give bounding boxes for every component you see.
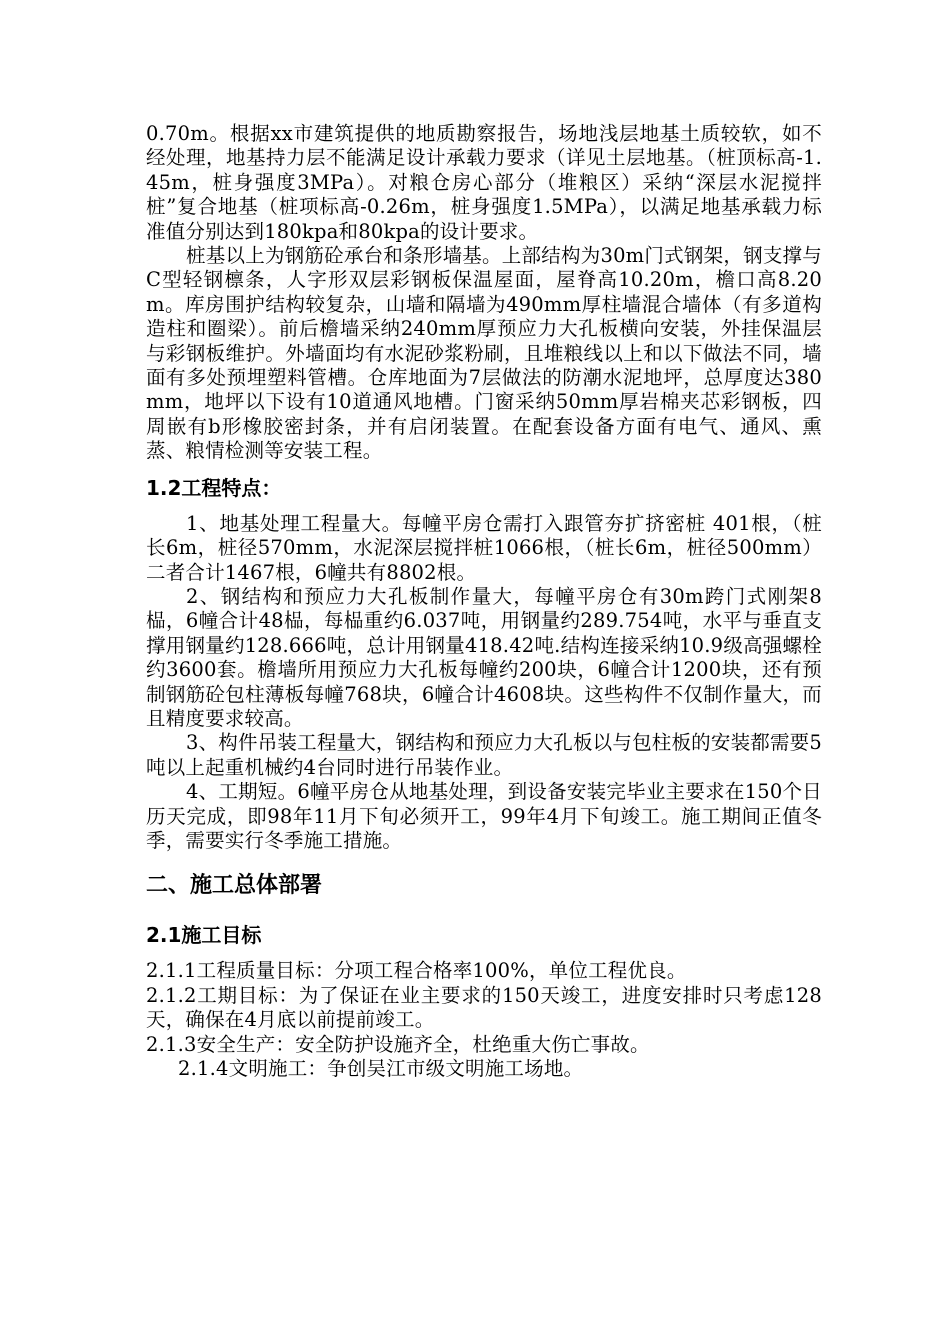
feature-paragraph-2: 2、钢结构和预应力大孔板制作量大，每幢平房仓有30m跨门式刚架8榀，6幢合计48榀，每榀重约6.037吨，用钢量约289.754吨，水平与垂直支撑用钢量约128.666吨，总计用钢量418.42吨.结构连接采纳10.9级高强螺栓约3600套。檐墙所用预应力大孔板每幢约200块，6幢合计1200块，还有预制钢筋砼包柱薄板每幢768块，6幢合计4608块。这些构件不仅制作量大，而且精度要求较高。	[146, 584, 822, 730]
target-item-1: 2.1.1工程质量目标：分项工程合格率100%，单位工程优良。	[146, 959, 687, 983]
intro-paragraph-2: 桩基以上为钢筋砼承台和条形墙基。上部结构为30m门式钢架，钢支撑与C型轻钢檩条，人字形双层彩钢板保温屋面，屋脊高10.20m，檐口高8.20m。库房围护结构较复杂，山墙和隔墙为490mm厚柱墙混合墙体（有多道构造柱和圈梁）。前后檐墙采纳240mm厚预应力大孔板横向安装，外挂保温层与彩钢板维护。外墙面均有水泥砂浆粉刷，且堆粮线以上和以下做法不同，墙面有多处预埋塑料管槽。仓库地面为7层做法的防潮水泥地坪，总厚度达380mm，地坪以下设有10道通风地槽。门窗采纳50mm厚岩棉夹芯彩钢板，四周嵌有b形橡胶密封条，并有启闭装置。在配套设备方面有电气、通风、熏蒸、粮情检测等安装工程。	[146, 244, 822, 463]
intro-paragraph-1: 0.70m。根据xx市建筑提供的地质勘察报告，场地浅层地基土质较软，如不经处理，地基持力层不能满足设计承载力要求（详见土层地基。（桩顶标高-1.45m，桩身强度3MPa）。对粮仓房心部分（堆粮区）采纳“深层水泥搅拌桩”复合地基（桩项标高-0.26m，桩身强度1.5MPa），以满足地基承载力标准值分别达到180kpa和80kpa的设计要求。	[146, 122, 822, 243]
spacer	[146, 899, 822, 923]
spacer	[146, 853, 822, 873]
spacer	[146, 500, 822, 512]
section-heading-2-1: 2.1施工目标	[146, 923, 262, 948]
spacer	[146, 947, 822, 959]
document-page	[146, 122, 822, 1081]
section-heading-1-2: 1.2工程特点：	[146, 475, 282, 500]
target-item-4: 2.1.4文明施工：争创吴江市级文明施工场地。	[178, 1057, 584, 1080]
spacer	[146, 464, 822, 476]
feature-paragraph-3: 3、构件吊装工程量大，钢结构和预应力大孔板以与包柱板的安装都需要5吨以上起重机械约4台同时进行吊装作业。	[146, 731, 822, 779]
section-heading-2: 二、施工总体部署	[146, 873, 323, 899]
feature-paragraph-4: 4、工期短。6幢平房仓从地基处理，到设备安装完毕业主要求在150个日历天完成，即98年11月下旬必须开工，99年4月下旬竣工。施工期间正值冬季，需要实行冬季施工措施。	[146, 780, 822, 852]
feature-paragraph-1: 1、地基处理工程量大。每幢平房仓需打入跟管夯扩挤密桩 401根，（桩长6m，桩径570mm，水泥深层搅拌桩1066根，（桩长6m，桩径500mm）二者合计1467根，6幢共有8802根。	[146, 511, 822, 584]
target-item-2: 2.1.2工期目标：为了保证在业主要求的150天竣工，进度安排时只考虑128天，确保在4月底以前提前竣工。	[146, 983, 822, 1032]
target-item-3: 2.1.3安全生产：安全防护设施齐全，杜绝重大伤亡事故。	[146, 1032, 650, 1056]
